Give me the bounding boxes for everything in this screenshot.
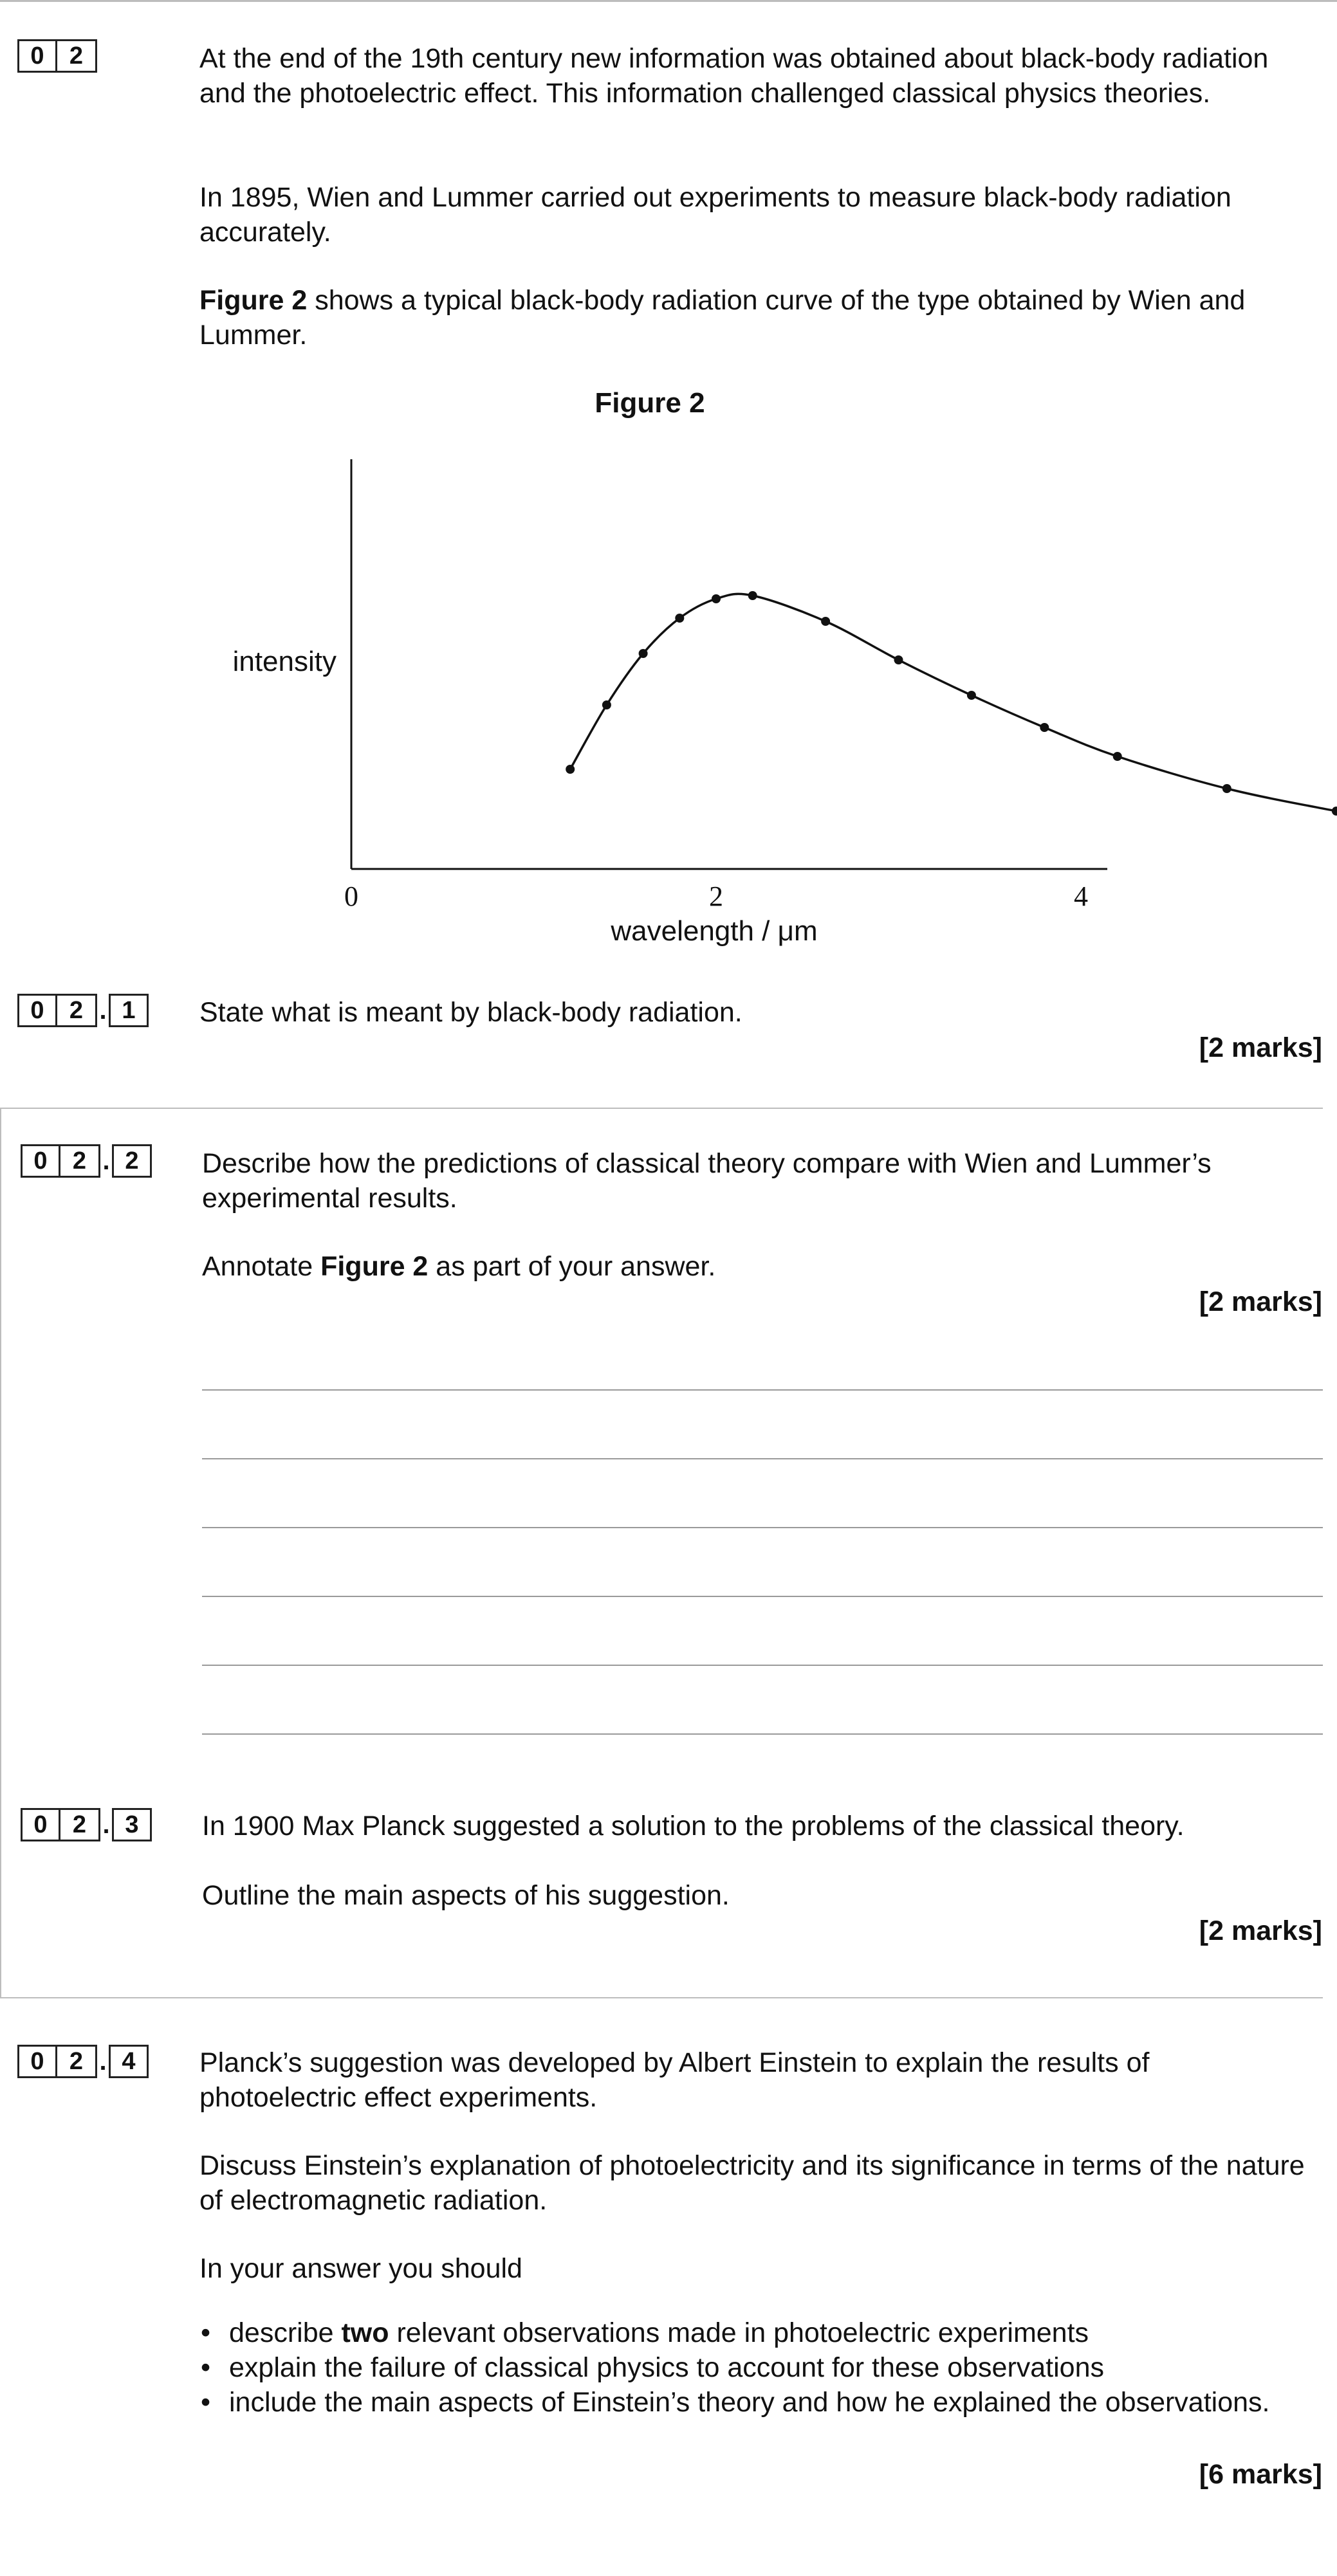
answer-line[interactable] xyxy=(202,1527,1323,1528)
data-point xyxy=(675,614,684,623)
x-axis-label: wavelength / μm xyxy=(611,915,818,947)
part-prompt: Describe how the predictions of classical theory compare with Wien and Lummer’s experimental results. xyxy=(202,1148,1212,1214)
answer-line[interactable] xyxy=(202,1733,1323,1735)
data-point xyxy=(1222,784,1231,793)
x-tick-label: 4 xyxy=(1074,881,1088,912)
part-prompt: State what is meant by black-body radiation. xyxy=(199,997,742,1028)
figure-reference-text: shows a typical black-body radiation curve of the type obtained by Wien and Lummer. xyxy=(199,285,1246,351)
part-digit: 2 xyxy=(57,2045,97,2078)
data-point xyxy=(1040,723,1049,732)
answer-region-border xyxy=(0,1108,1323,1998)
part-digit: 2 xyxy=(57,994,97,1027)
question-digit: 2 xyxy=(57,39,97,73)
part-digit: 3 xyxy=(112,1808,152,1841)
part-separator: . xyxy=(99,996,107,1025)
data-point xyxy=(821,617,830,626)
guidance-item xyxy=(229,2316,1337,2350)
data-point xyxy=(894,655,903,664)
part-digit: 2 xyxy=(60,1808,100,1841)
annotate-post: as part of your answer. xyxy=(428,1251,716,1282)
marks-label: [2 marks] xyxy=(1199,1915,1322,1946)
guidance-pre: describe xyxy=(229,2317,342,2348)
annotate-pre: Annotate xyxy=(202,1251,321,1282)
black-body-radiation-chart xyxy=(0,0,1337,965)
annotate-bold: Figure 2 xyxy=(320,1251,429,1282)
y-axis-label: intensity xyxy=(232,646,337,677)
marks-label: [6 marks] xyxy=(1199,2459,1322,2490)
figure-title: Figure 2 xyxy=(595,387,705,419)
part-digit: 1 xyxy=(109,994,149,1027)
question-digit: 0 xyxy=(17,39,57,73)
part-digit: 0 xyxy=(21,1808,60,1841)
x-tick-label: 2 xyxy=(709,881,723,912)
part-digit: 0 xyxy=(17,994,57,1027)
radiation-curve xyxy=(570,594,1337,853)
part-number-box xyxy=(17,994,149,1027)
part-digit: 4 xyxy=(109,2045,149,2078)
annotate-instruction xyxy=(202,1249,1315,1284)
part-separator: . xyxy=(102,1811,110,1839)
part-digit: 2 xyxy=(112,1144,152,1178)
part-number-box xyxy=(21,1808,152,1841)
answer-line[interactable] xyxy=(202,1665,1323,1666)
part-number-box xyxy=(21,1144,152,1178)
answer-line[interactable] xyxy=(202,1389,1323,1391)
part-separator: . xyxy=(102,1147,110,1175)
data-point xyxy=(639,649,648,658)
part-prompt: In your answer you should xyxy=(199,2253,522,2284)
part-digit: 0 xyxy=(17,2045,57,2078)
part-prompt: In 1900 Max Planck suggested a solution to the problems of the classical theory. xyxy=(202,1811,1185,1841)
intro-paragraph: In 1895, Wien and Lummer carried out experiments to measure black-body radiation accurately. xyxy=(199,182,1231,248)
answer-line[interactable] xyxy=(202,1458,1323,1459)
intro-paragraph: At the end of the 19th century new information was obtained about black-body radiation and the photoelectric effect. This information challenged classical physics theories. xyxy=(199,43,1269,109)
figure-reference-bold: Figure 2 xyxy=(199,285,308,316)
part-prompt: Outline the main aspects of his suggestion. xyxy=(202,1880,730,1911)
part-separator: . xyxy=(99,2047,107,2076)
marks-label: [2 marks] xyxy=(1199,1032,1322,1063)
guidance-post: relevant observations made in photoelectric experiments xyxy=(389,2317,1089,2348)
data-point xyxy=(566,765,575,774)
part-prompt: Planck’s suggestion was developed by Albert Einstein to explain the results of photoelectric effect experiments. xyxy=(199,2047,1150,2113)
data-point xyxy=(602,700,611,709)
x-tick-label: 0 xyxy=(344,881,358,912)
data-point xyxy=(748,591,757,600)
guidance-item: • include the main aspects of Einstein’s theory and how he explained the observations. xyxy=(229,2385,1337,2420)
part-prompt: Discuss Einstein’s explanation of photoelectricity and its significance in terms of the nature of electromagnetic radiation. xyxy=(199,2150,1305,2216)
data-point xyxy=(712,594,721,603)
answer-guidance-list xyxy=(199,2316,1337,2420)
data-point xyxy=(967,691,976,700)
data-point xyxy=(1113,752,1122,761)
part-digit: 0 xyxy=(21,1144,60,1178)
part-number-box xyxy=(17,2045,149,2078)
guidance-bold: two xyxy=(341,2317,389,2348)
answer-line[interactable] xyxy=(202,1596,1323,1597)
data-point xyxy=(1332,807,1337,816)
guidance-item: • explain the failure of classical physics to account for these observations xyxy=(229,2350,1337,2385)
marks-label: [2 marks] xyxy=(1199,1286,1322,1317)
part-digit: 2 xyxy=(60,1144,100,1178)
